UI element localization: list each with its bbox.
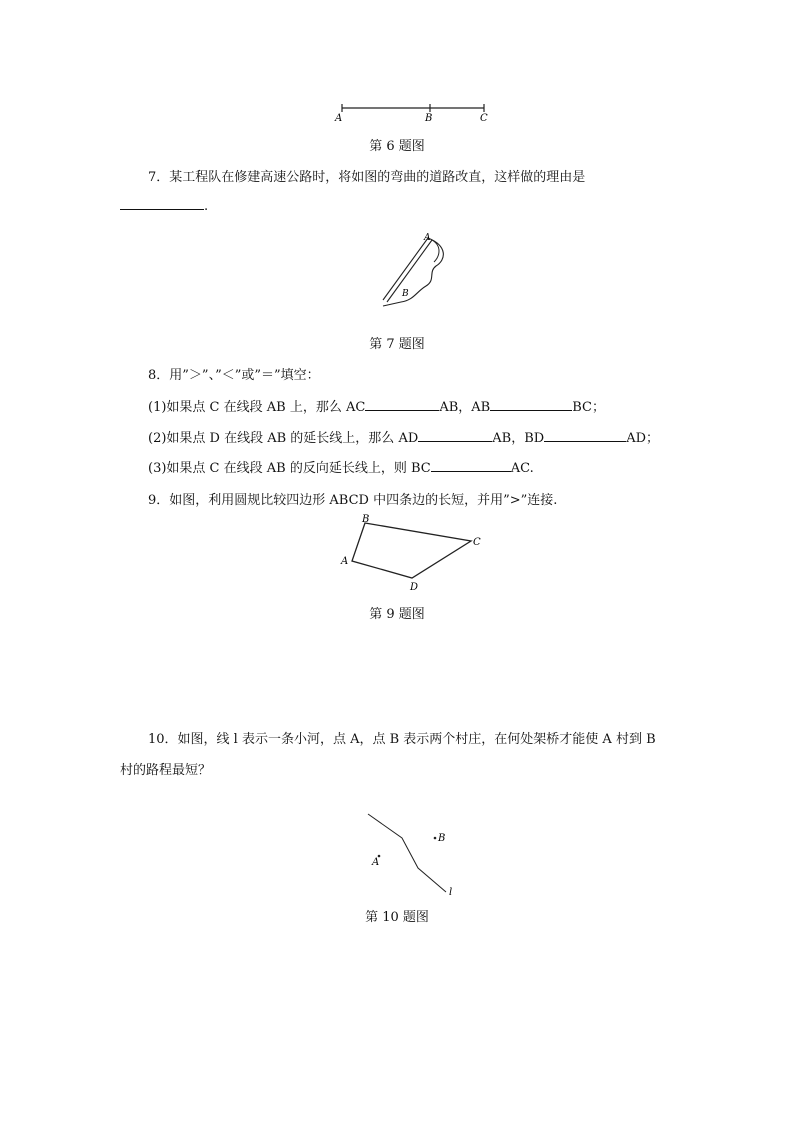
- figure-9-caption: 第 9 题图: [369, 607, 425, 622]
- label-d: D: [410, 582, 419, 593]
- answer-blank[interactable]: [490, 398, 572, 411]
- question-8-part-2: (2)如果点 D 在线段 AB 的延长线上，那么 AD AB，BD AD；: [148, 431, 659, 446]
- answer-blank[interactable]: [418, 429, 492, 442]
- question-10-line-1: 10．如图，线 l 表示一条小河，点 A，点 B 表示两个村庄，在何处架桥才能使 A 村到 B: [148, 732, 656, 747]
- answer-blank[interactable]: [431, 459, 511, 472]
- label-a: A: [335, 113, 343, 124]
- figure-10-caption: 第 10 题图: [365, 910, 429, 925]
- label-c: C: [473, 537, 481, 548]
- answer-blank[interactable]: [365, 398, 439, 411]
- figure-6-caption: 第 6 题图: [369, 139, 425, 154]
- label-a: A: [424, 233, 431, 243]
- label-b: B: [438, 833, 446, 844]
- question-8-part-3: (3)如果点 C 在线段 AB 的反向延长线上，则 BC AC.: [148, 461, 534, 476]
- label-l: l: [449, 887, 453, 898]
- label-b: B: [362, 514, 370, 525]
- figure-9: [338, 514, 484, 594]
- answer-blank[interactable]: [544, 429, 626, 442]
- label-a: A: [372, 857, 380, 868]
- question-8-part-1: (1)如果点 C 在线段 AB 上，那么 AC AB，AB BC；: [148, 400, 605, 415]
- label-b: B: [402, 289, 409, 299]
- question-8-title: 8．用”＞”、”＜”或”＝”填空：: [148, 368, 320, 383]
- figure-6: [330, 98, 500, 124]
- question-7-answer: [120, 197, 208, 214]
- question-9-text: 9．如图，利用圆规比较四边形 ABCD 中四条边的长短，并用”>”连接.: [148, 493, 558, 508]
- label-a: A: [341, 556, 349, 567]
- answer-blank[interactable]: [120, 197, 204, 210]
- label-b: B: [425, 113, 433, 124]
- figure-10: [362, 806, 462, 898]
- question-10-line-2: 村的路程最短？: [120, 763, 212, 778]
- question-7-text: 7．某工程队在修建高速公路时，将如图的弯曲的道路改直，这样做的理由是: [148, 170, 586, 185]
- label-c: C: [480, 113, 488, 124]
- figure-7-caption: 第 7 题图: [369, 337, 425, 352]
- question-7-end: .: [204, 199, 209, 214]
- figure-7: [376, 228, 456, 318]
